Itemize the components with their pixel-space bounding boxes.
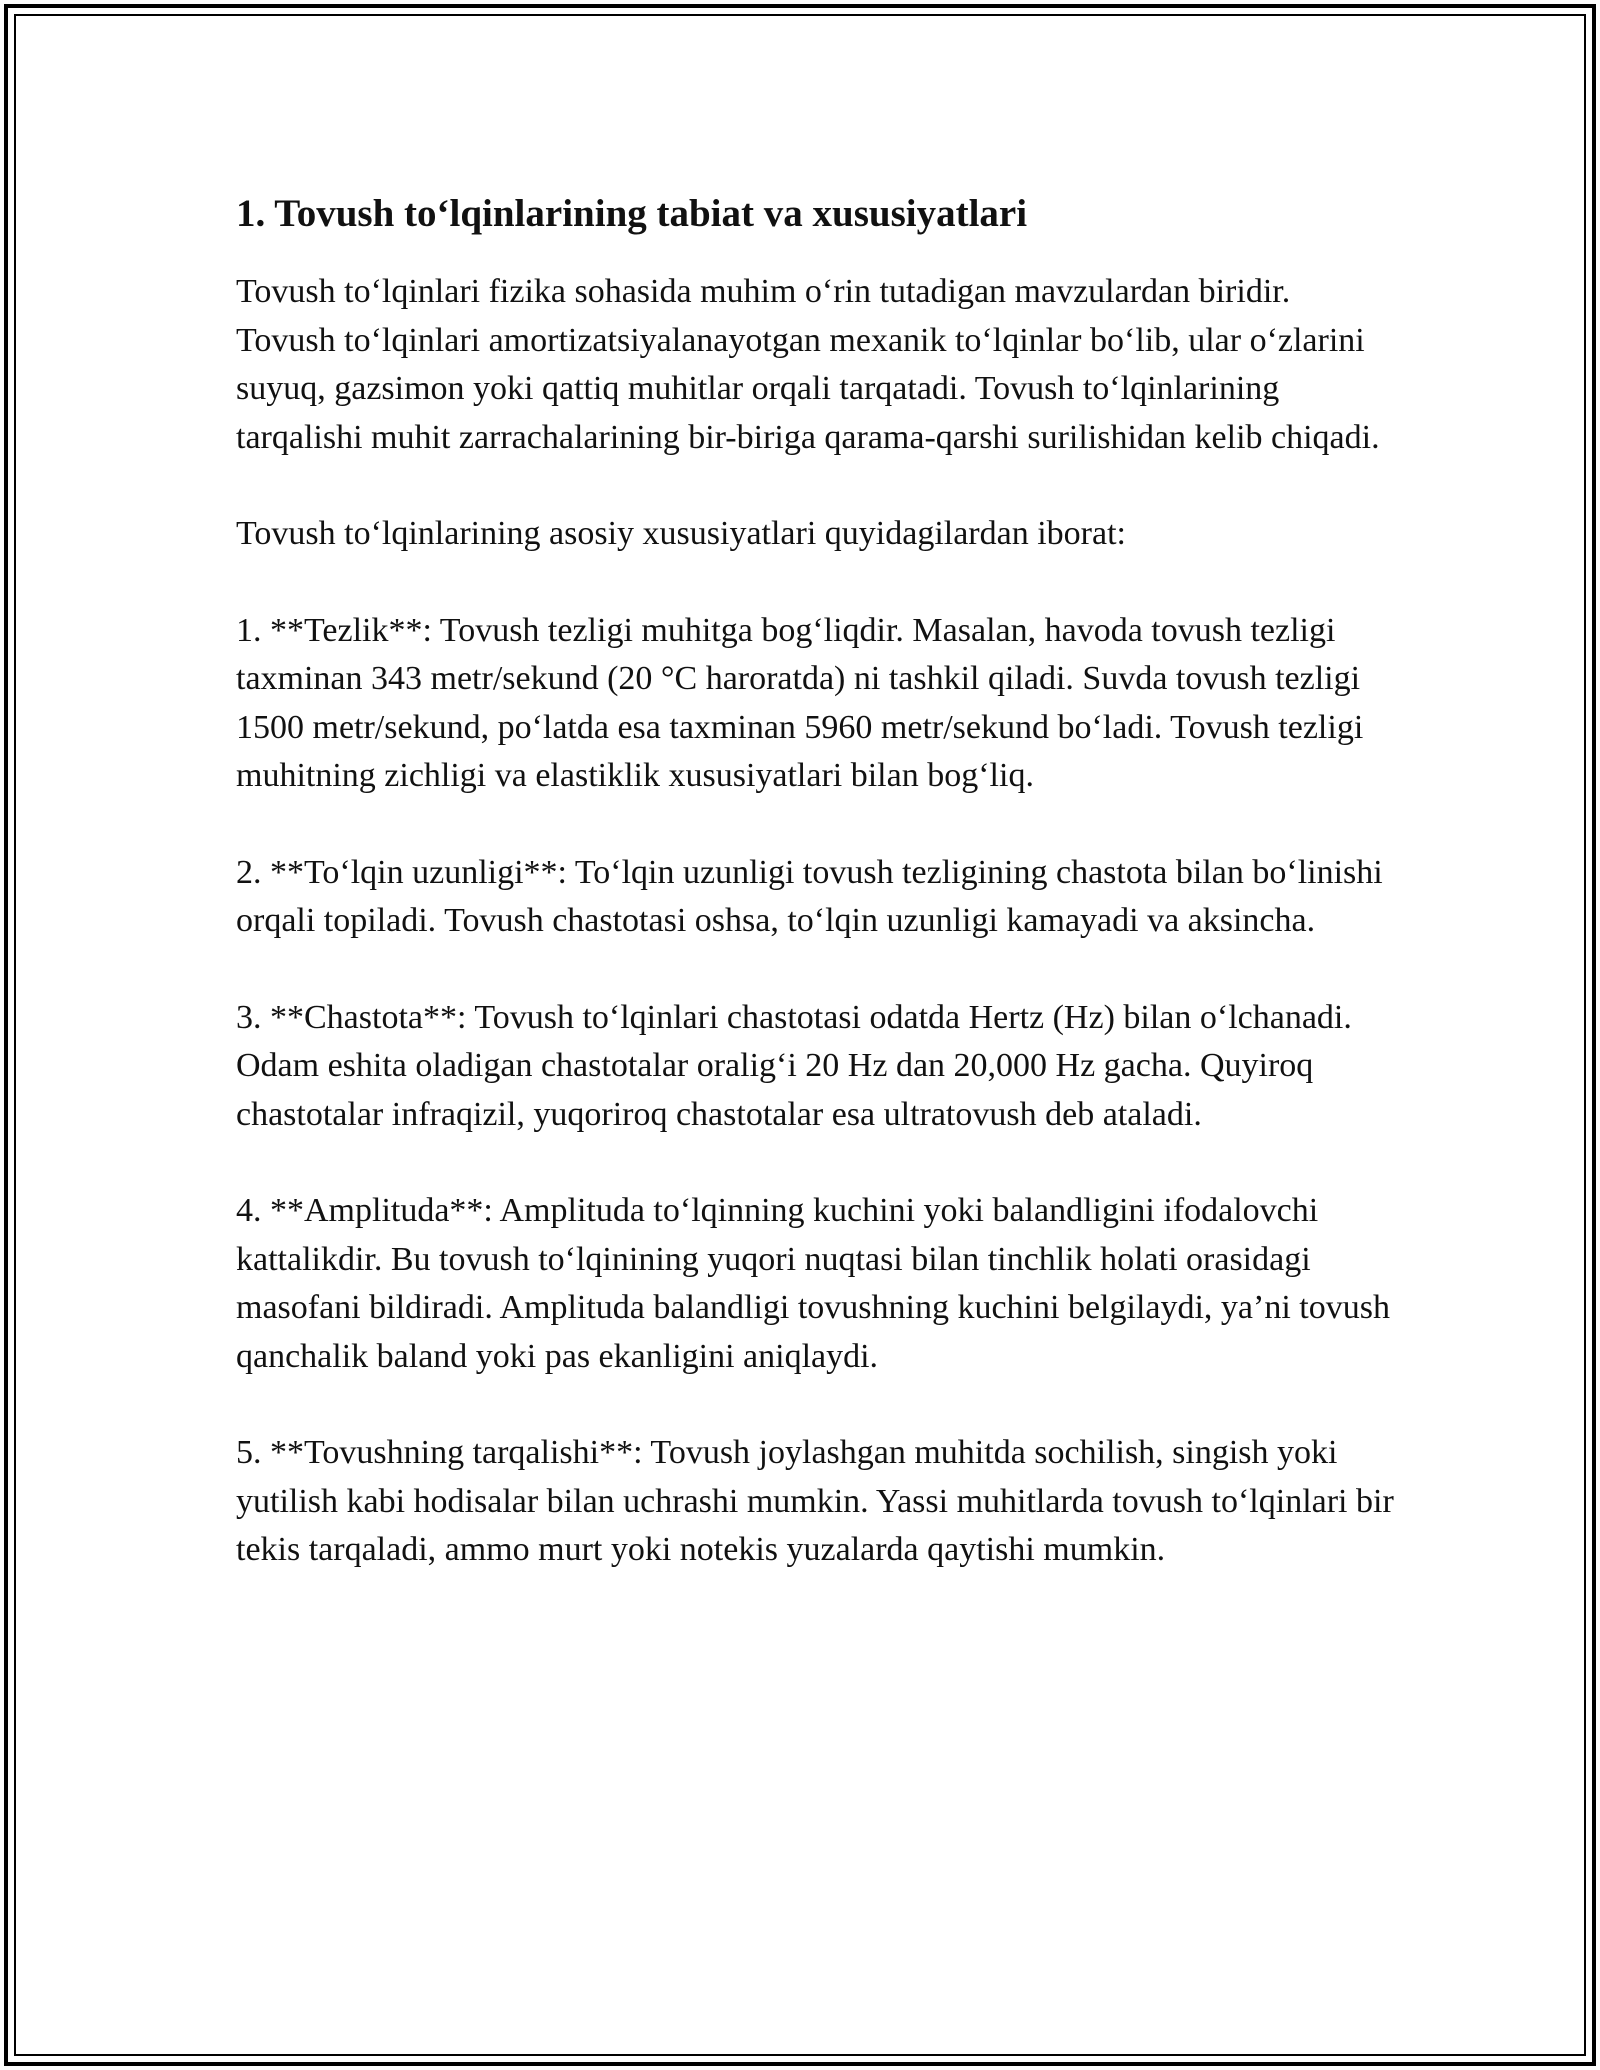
document-body	[236, 186, 1396, 1623]
list-item-amplitude: 4. **Amplituda**: Amplituda to‘lqinning kuchini yoki balandligini ifodalovchi kattalikdir. Bu tovush to‘lqinining yuqori nuqtasi bilan tinchlik holati orasidagi masofani bildiradi. Amplituda balandligi tovushning kuchini belgilaydi, ya’ni tovush qanchalik baland yoki pas ekanligini aniqlaydi.	[236, 1192, 1390, 1375]
list-item-propagation: 5. **Tovushning tarqalishi**: Tovush joylashgan muhitda sochilish, singish yoki yutilish kabi hodisalar bilan uchrashi mumkin. Yassi muhitlarda tovush to‘lqinlari bir tekis tarqaladi, ammo murt yoki notekis yuzalarda qaytishi mumkin.	[236, 1434, 1394, 1568]
document-title: 1. Tovush to‘lqinlarining tabiat va xususiyatlari	[236, 192, 1028, 235]
intro-paragraph: Tovush to‘lqinlari fizika sohasida muhim o‘rin tutadigan mavzulardan biridir. Tovush to‘lqinlari amortizatsiyalanayotgan mexanik to‘lqinlar bo‘lib, ular o‘zlarini suyuq, gazsimon yoki qattiq muhitlar orqali tarqatadi. Tovush to‘lqinlarining tarqalishi muhit zarrachalarining bir-biriga qarama-qarshi surilishidan kelib chiqadi.	[236, 273, 1380, 456]
list-item-speed: 1. **Tezlik**: Tovush tezligi muhitga bog‘liqdir. Masalan, havoda tovush tezligi taxminan 343 metr/sekund (20 °C haroratda) ni tashkil qiladi. Suvda tovush tezligi 1500 metr/sekund, po‘latda esa taxminan 5960 metr/sekund bo‘ladi. Tovush tezligi muhitning zichligi va elastiklik xususiyatlari bilan bog‘liq.	[236, 611, 1364, 794]
list-item-wavelength: 2. **To‘lqin uzunligi**: To‘lqin uzunligi tovush tezligining chastota bilan bo‘linishi orqali topiladi. Tovush chastotasi oshsa, to‘lqin uzunligi kamayadi va aksincha.	[236, 853, 1383, 939]
list-item-frequency: 3. **Chastota**: Tovush to‘lqinlari chastotasi odatda Hertz (Hz) bilan o‘lchanadi. Odam eshita oladigan chastotalar oralig‘i 20 Hz dan 20,000 Hz gacha. Quyiroq chastotalar infraqizil, yuqoriroq chastotalar esa ultratovush deb ataladi.	[236, 998, 1352, 1133]
properties-intro: Tovush to‘lqinlarining asosiy xususiyatlari quyidagilardan iborat:	[236, 515, 1126, 552]
